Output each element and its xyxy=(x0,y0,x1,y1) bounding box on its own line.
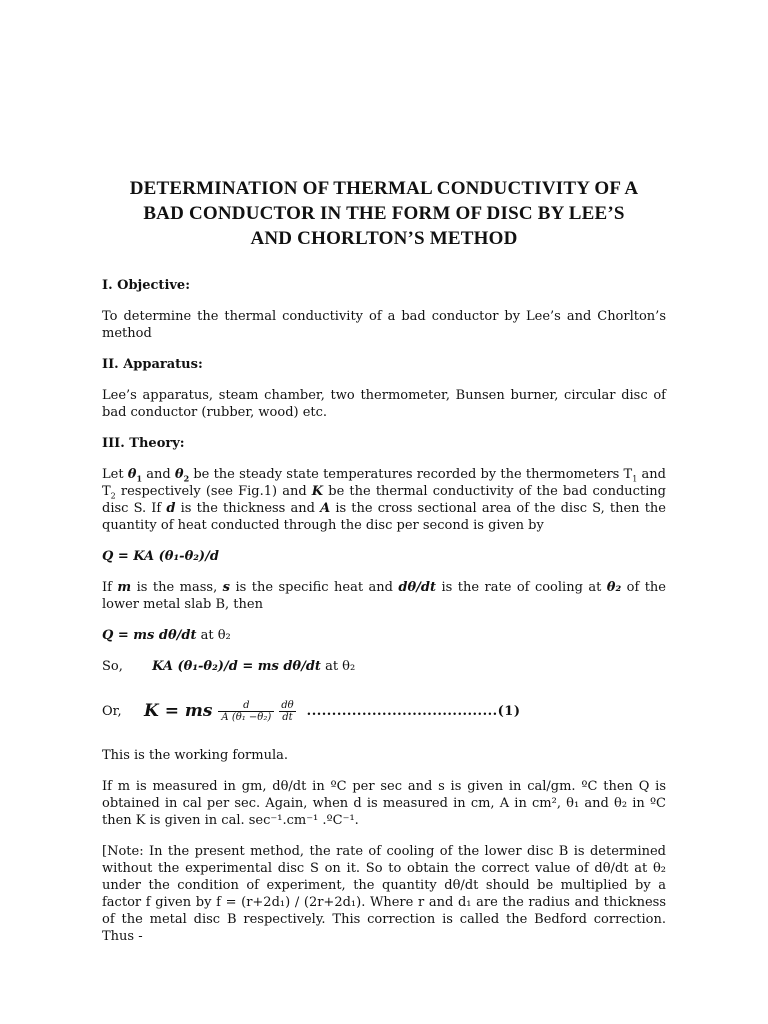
equation-equate: So, KA (θ₁-θ₂)/d = ms dθ/dt at θ₂ xyxy=(102,659,356,674)
fraction-d-over-area: $\frac{d}{\text{A (θ₁ −θ₂)}}$ xyxy=(218,700,274,723)
objective-heading: I. Objective: xyxy=(102,278,191,293)
apparatus-heading: II. Apparatus: xyxy=(102,357,203,372)
apparatus-text: Lee’s apparatus, steam chamber, two thermometer, Bunsen burner, circular disc of bad conductor (rubber, wood) etc. xyxy=(102,388,666,420)
units-paragraph: If m is measured in gm, dθ/dt in ºC per sec and s is given in cal/gm. ºC then Q is obtained in cal per sec. Again, when d is measured in cm, A in cm², θ₁ and θ₂ in ºC then K is given in cal. sec⁻¹.cm⁻¹ .ºC⁻¹. xyxy=(102,779,666,828)
fraction-dtheta-dt: $\frac{d\theta}{dt}$ xyxy=(281,699,294,723)
equation-cooling: Q = ms dθ/dt at θ₂ xyxy=(102,628,231,643)
theory-heading: III. Theory: xyxy=(102,436,185,451)
bedford-note: [Note: In the present method, the rate of cooling of the lower disc B is determined without the experimental disc S on it. So to obtain the correct value of dθ/dt at θ₂ under the condition of experiment, the quantity dθ/dt should be multiplied by a factor f given by f = (r+2d₁) / (2r+2d₁). Where r and d₁ are the radius and thickness of the metal disc B respectively. This correction is called the Bedford correction. Thus - xyxy=(102,844,666,944)
title-line-2: BAD CONDUCTOR IN THE FORM OF DISC BY LEE’S xyxy=(143,203,625,224)
objective-text: To determine the thermal conductivity of a bad conductor by Lee’s and Chorlton’s method xyxy=(102,309,666,341)
working-formula-note: This is the working formula. xyxy=(102,748,289,763)
document-title xyxy=(102,176,666,251)
working-formula xyxy=(102,693,666,729)
equation-heat-flow: Q = KA (θ₁-θ₂)/d xyxy=(102,549,219,564)
formula-k-ms: K = ms xyxy=(144,701,213,721)
or-label: Or, xyxy=(102,703,122,719)
theory-paragraph-1: Let $\theta_1$ and $\theta_2$ be the steady state temperatures recorded by the thermometers $T_1$ and $T_2$ respectively (see Fig.1) and K be the thermal conductivity of the bad conducting disc S. If d is the thickness and A is the cross sectional area of the disc S, then the quantity of heat conducted through the disc per second is given by xyxy=(102,467,666,533)
title-line-3: AND CHORLTON’S METHOD xyxy=(250,228,518,249)
title-line-1: DETERMINATION OF THERMAL CONDUCTIVITY OF A xyxy=(129,178,639,199)
theory-paragraph-2: If m is the mass, s is the specific heat and dθ/dt is the rate of cooling at θ₂ of the lower metal slab B, then xyxy=(102,580,666,612)
equation-number: ......................................(1) xyxy=(306,703,521,719)
